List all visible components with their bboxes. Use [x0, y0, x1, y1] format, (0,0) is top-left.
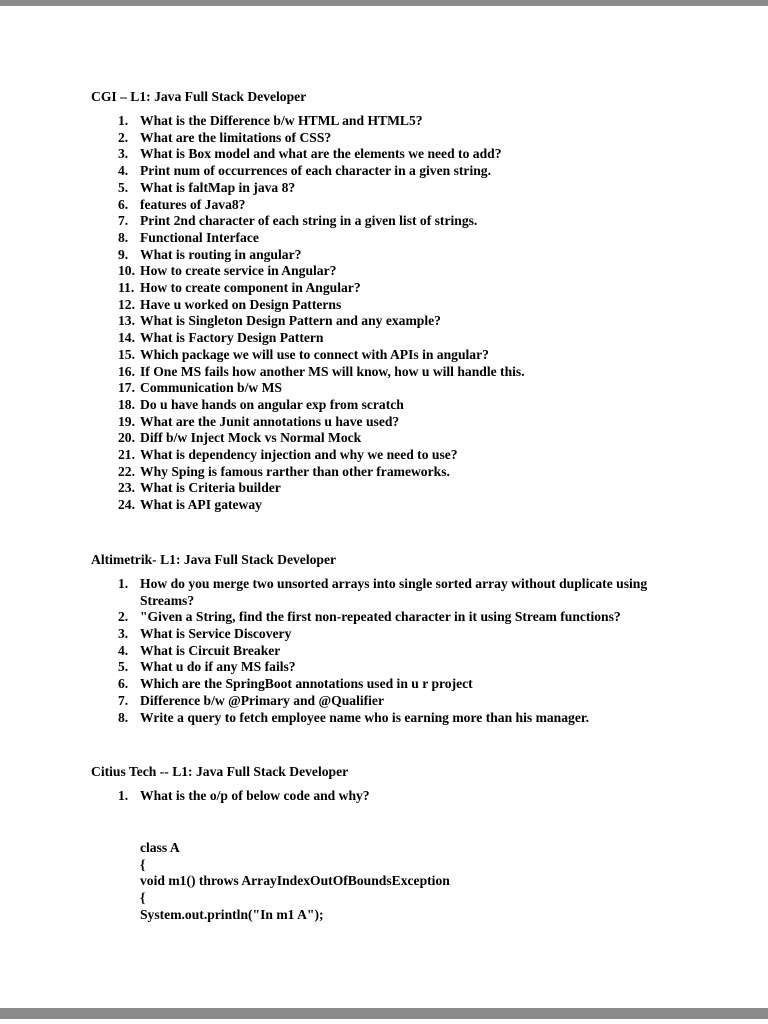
question-text: Write a query to fetch employee name who is earning more than his manager. [140, 709, 590, 725]
question-item [118, 643, 678, 660]
code-line: class A [140, 839, 180, 855]
question-number: 1. [118, 788, 129, 804]
question-item [118, 197, 678, 214]
question-number: 15. [118, 346, 135, 362]
question-text: How do you merge two unsorted arrays into single sorted array without duplicate using Streams? [140, 575, 648, 608]
question-item [118, 464, 678, 481]
question-section [91, 551, 678, 726]
code-line: { [140, 856, 146, 872]
question-text: Print 2nd character of each string in a given list of strings. [140, 213, 478, 229]
question-text: Print num of occurrences of each character in a given string. [140, 163, 491, 179]
question-text: Why Sping is famous rarther than other frameworks. [140, 463, 450, 479]
question-number: 4. [118, 642, 129, 658]
question-item [118, 163, 678, 180]
question-item [118, 380, 678, 397]
question-item [118, 497, 678, 514]
question-number: 23. [118, 480, 135, 496]
question-text: Difference b/w @Primary and @Qualifier [140, 692, 385, 708]
question-item [118, 447, 678, 464]
question-number: 1. [118, 113, 129, 128]
section-title: Citius Tech -- L1: Java Full Stack Developer [91, 764, 349, 780]
question-item [118, 659, 678, 676]
question-number: 2. [118, 609, 129, 625]
question-number: 16. [118, 363, 135, 379]
question-number: 2. [118, 129, 129, 145]
question-text: What is Box model and what are the elements we need to add? [140, 146, 502, 162]
question-text: What are the limitations of CSS? [140, 129, 332, 145]
question-item [118, 693, 678, 710]
question-item [118, 330, 678, 347]
question-item [118, 414, 678, 431]
question-text: What is Factory Design Pattern [140, 330, 324, 346]
question-number: 7. [118, 692, 129, 708]
question-number: 7. [118, 213, 129, 229]
question-list [118, 113, 678, 514]
question-item [118, 297, 678, 314]
question-number: 24. [118, 497, 135, 513]
code-line: void m1() throws ArrayIndexOutOfBoundsException [140, 873, 450, 889]
question-number: 11. [118, 280, 135, 296]
question-item [118, 480, 678, 497]
question-item [118, 263, 678, 280]
question-item [118, 280, 678, 297]
question-item [118, 146, 678, 163]
question-item [118, 364, 678, 381]
question-text: What is Criteria builder [140, 480, 281, 496]
question-item [118, 130, 678, 147]
question-list [118, 576, 678, 726]
question-number: 13. [118, 313, 135, 329]
question-number: 18. [118, 396, 135, 412]
question-text: Communication b/w MS [140, 380, 282, 396]
question-section [91, 763, 678, 923]
question-text: What is the Difference b/w HTML and HTML5? [140, 113, 423, 128]
question-item [118, 113, 678, 130]
question-text: Functional Interface [140, 229, 259, 245]
question-text: What is Circuit Breaker [140, 642, 281, 658]
question-number: 8. [118, 709, 129, 725]
question-item [118, 213, 678, 230]
question-text: Do u have hands on angular exp from scratch [140, 396, 404, 412]
question-text: What is API gateway [140, 497, 262, 513]
question-text: If One MS fails how another MS will know, how u will handle this. [140, 363, 525, 379]
question-number: 5. [118, 179, 129, 195]
question-item [118, 313, 678, 330]
question-number: 3. [118, 146, 129, 162]
question-text: What is faltMap in java 8? [140, 179, 296, 195]
question-item [118, 230, 678, 247]
question-text: What is Service Discovery [140, 625, 292, 641]
question-text: features of Java8? [140, 196, 246, 212]
section-title: Altimetrik- L1: Java Full Stack Developer [91, 551, 337, 567]
question-number: 5. [118, 659, 129, 675]
question-item [118, 247, 678, 264]
question-text: What are the Junit annotations u have used? [140, 413, 400, 429]
question-number: 14. [118, 330, 135, 346]
question-number: 10. [118, 263, 135, 279]
question-text: What u do if any MS fails? [140, 659, 296, 675]
question-item [118, 609, 678, 626]
question-text: What is routing in angular? [140, 246, 302, 262]
question-item [118, 576, 678, 609]
question-item [118, 788, 678, 805]
question-number: 6. [118, 196, 129, 212]
code-line: System.out.println("In m1 A"); [140, 906, 324, 922]
code-line: { [140, 890, 146, 906]
question-item [118, 180, 678, 197]
question-item [118, 347, 678, 364]
question-text: Which package we will use to connect with APIs in angular? [140, 346, 489, 362]
question-text: How to create service in Angular? [140, 263, 337, 279]
question-item [118, 676, 678, 693]
question-number: 17. [118, 380, 135, 396]
question-section [91, 88, 678, 514]
question-number: 9. [118, 246, 129, 262]
question-text: Diff b/w Inject Mock vs Normal Mock [140, 430, 362, 446]
viewer-background [0, 6, 768, 1024]
question-item [118, 626, 678, 643]
question-item [118, 397, 678, 414]
question-number: 3. [118, 625, 129, 641]
question-number: 1. [118, 575, 129, 591]
question-list [118, 788, 678, 805]
question-number: 22. [118, 463, 135, 479]
document-page [0, 6, 768, 1008]
question-number: 19. [118, 413, 135, 429]
question-text: How to create component in Angular? [140, 280, 361, 296]
question-number: 6. [118, 676, 129, 692]
question-text: Have u worked on Design Patterns [140, 296, 342, 312]
question-number: 21. [118, 447, 135, 463]
question-number: 8. [118, 229, 129, 245]
question-number: 12. [118, 296, 135, 312]
question-text: What is Singleton Design Pattern and any example? [140, 313, 441, 329]
question-number: 20. [118, 430, 135, 446]
code-block [140, 840, 678, 924]
question-text: What is the o/p of below code and why? [140, 788, 370, 804]
section-title: CGI – L1: Java Full Stack Developer [91, 89, 307, 104]
question-text: Which are the SpringBoot annotations used in u r project [140, 676, 473, 692]
next-page-edge [0, 1019, 768, 1024]
question-item [118, 430, 678, 447]
question-item [118, 710, 678, 727]
question-text: "Given a String, find the first non-repeated character in it using Stream functions? [140, 609, 621, 625]
question-text: What is dependency injection and why we need to use? [140, 447, 458, 463]
question-number: 4. [118, 163, 129, 179]
